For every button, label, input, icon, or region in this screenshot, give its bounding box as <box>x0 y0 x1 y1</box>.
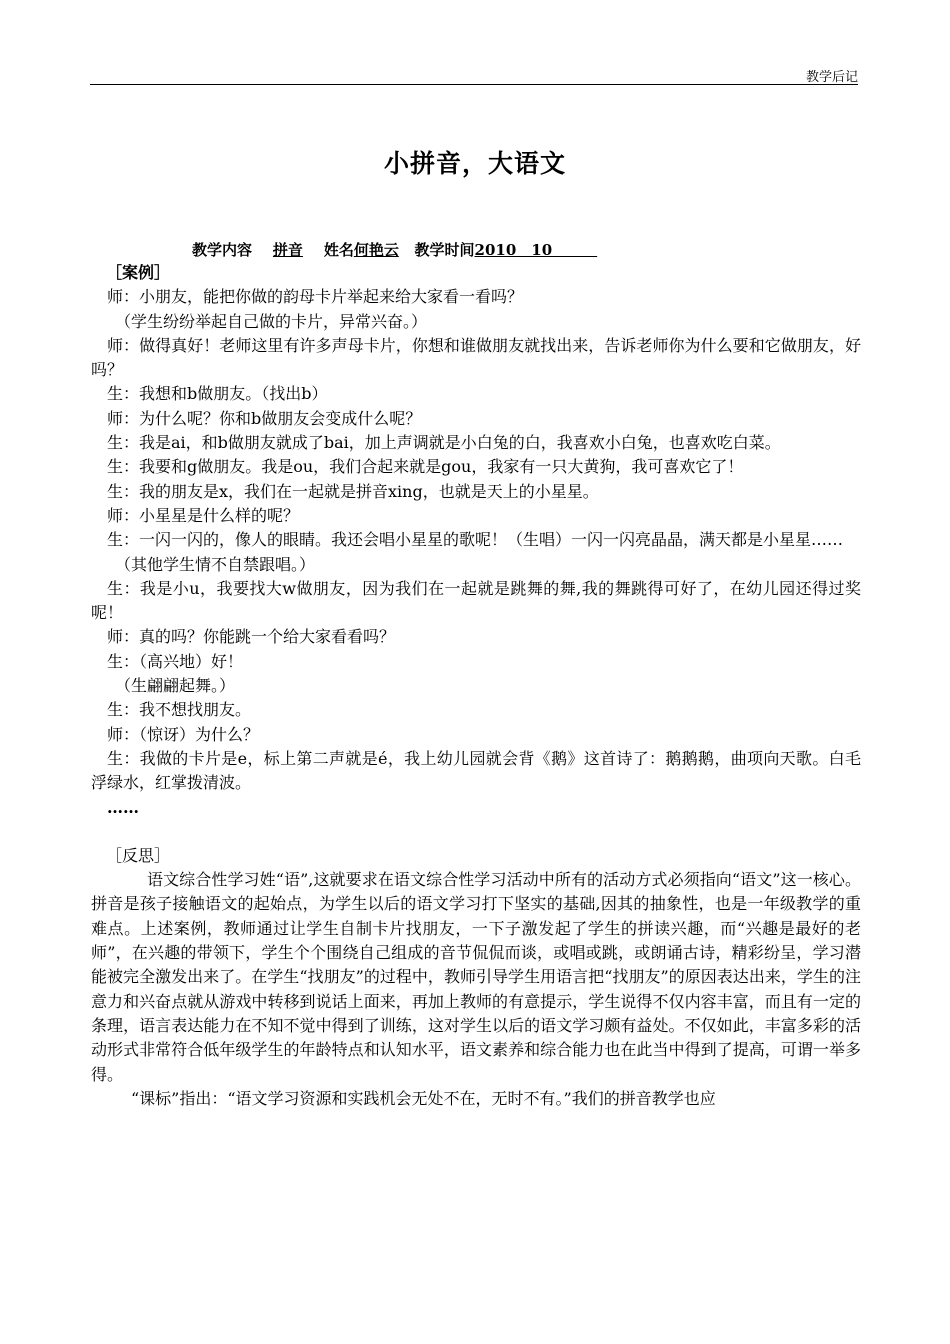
case-line: 师：小朋友，能把你做的韵母卡片举起来给大家看一看吗？ <box>107 287 524 307</box>
case-line: （学生纷纷举起自己做的卡片，异常兴奋。） <box>115 311 428 331</box>
case-line: 师：（惊讶）为什么？ <box>107 724 260 744</box>
reflection-paragraph: “课标”指出：“语文学习资源和实践机会无处不在，无时不有。”我们的拼音教学也应 <box>131 1088 716 1108</box>
case-line: 师：真的吗？你能跳一个给大家看看吗？ <box>107 627 396 647</box>
time-value: 2010 10 <box>474 241 598 259</box>
case-line: 生：我是ai，和b做朋友就成了bai，加上声调就是小白兔的白，我喜欢小白兔，也喜欢吃白菜。 <box>107 433 781 453</box>
case-line: 生：一闪一闪的，像人的眼睛。我还会唱小星星的歌呢！（生唱）一闪一闪亮晶晶，满天都是小星星…… <box>107 530 844 550</box>
name-value: 何艳云 <box>353 241 399 259</box>
case-line: （生翩翩起舞。） <box>115 676 236 696</box>
document-title: 小拼音，大语文 <box>383 149 566 178</box>
case-line: 生：我的朋友是x，我们在一起就是拼音xing，也就是天上的小星星。 <box>107 481 599 501</box>
case-line: 生：我不想找朋友。 <box>107 700 252 720</box>
reflection-heading: ［反思］ <box>106 845 171 865</box>
case-line: （其他学生情不自禁跟唱。） <box>115 554 316 574</box>
header-rule <box>90 84 858 85</box>
reflection-paragraph: 语文综合性学习姓“语”,这就要求在语文综合性学习活动中所有的活动方式必须指向“语文”这一核心。拼音是孩子接触语文的起始点，为学生以后的语文学习打下坚实的基础,因其的抽象性，也是一年级教学的重难点。上述案例，教师通过让学生自制卡片找朋友，一下子激发起了学生的拼读兴趣，而“兴趣是最好的老师”，在兴趣的带领下，学生个个围绕自己组成的音节侃侃而谈，或唱或跳，或朗诵古诗，精彩纷呈，学习潜能被完全激发出来了。在学生“找朋友”的过程中，教师引导学生用语言把“找朋友”的原因表达出来，学生的注意力和兴奋点就从游戏中转移到说话上面来，再加上教师的有意提示，学生说得不仅内容丰富，而且有一定的条理，语言表达能力在不知不觉中得到了训练，这对学生以后的语文学习颇有益处。不仅如此，丰富多彩的活动形式非常符合低年级学生的年龄特点和认知水平，语文素养和综合能力也在此当中得到了提高，可谓一举多得。 <box>91 870 861 1084</box>
time-label: 教学时间 <box>414 241 475 259</box>
name-label: 姓名 <box>323 241 354 259</box>
ellipsis-line: …… <box>107 797 139 817</box>
case-heading: ［案例］ <box>106 263 171 282</box>
case-line: 生：我要和g做朋友。我是ou，我们合起来就是gou，我家有一只大黄狗，我可喜欢它了！ <box>107 457 744 477</box>
case-line: 师：小星星是什么样的呢？ <box>107 505 300 525</box>
case-line: 生：我想和b做朋友。（找出b） <box>107 384 328 404</box>
content-label: 教学内容 <box>192 241 253 259</box>
case-line: 师：为什么呢？你和b做朋友会变成什么呢？ <box>107 408 422 428</box>
header-label: 教学后记 <box>805 70 858 85</box>
case-line: 生：我是小u，我要找大w做朋友，因为我们在一起就是跳舞的舞,我的舞跳得可好了，在幼儿园还得过奖呢！ <box>91 578 861 623</box>
document-body <box>91 261 861 1111</box>
case-line: 生：（高兴地）好！ <box>107 651 244 671</box>
meta-line <box>192 239 597 260</box>
content-value: 拼音 <box>272 241 303 259</box>
case-line: 师：做得真好！老师这里有许多声母卡片，你想和谁做朋友就找出来，告诉老师你为什么要和它做朋友，好吗？ <box>91 335 861 380</box>
case-line: 生：我做的卡片是e，标上第二声就是é，我上幼儿园就会背《鹅》这首诗了：鹅鹅鹅，曲项向天歌。白毛浮绿水，红掌拨清波。 <box>91 748 861 793</box>
